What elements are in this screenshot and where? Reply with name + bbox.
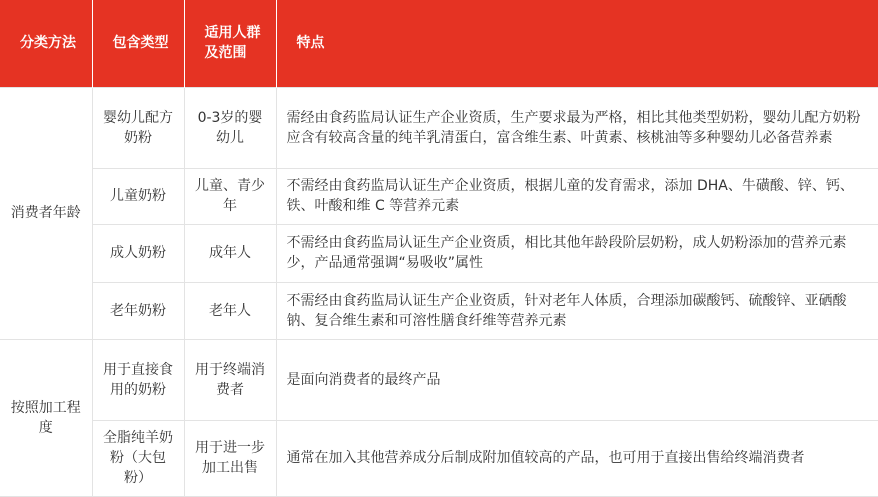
header-row	[0, 0, 878, 87]
table-header	[0, 0, 878, 87]
table-row	[0, 224, 878, 282]
type-cell: 用于直接食用的奶粉	[92, 339, 184, 420]
scope-cell: 0-3岁的婴幼儿	[184, 87, 276, 168]
header-features: 特点	[276, 0, 878, 87]
feature-cell: 需经由食药监局认证生产企业资质，生产要求最为严格，相比其他类型奶粉，婴幼儿配方奶粉应含有较高含量的纯羊乳清蛋白，富含维生素、叶黄素、核桃油等多种婴幼儿必备营养素	[276, 87, 878, 168]
scope-cell: 儿童、青少年	[184, 168, 276, 224]
type-cell: 全脂纯羊奶粉（大包粉）	[92, 420, 184, 496]
type-cell: 成人奶粉	[92, 224, 184, 282]
table-row	[0, 339, 878, 420]
header-applicable-scope: 适用人群及范围	[184, 0, 276, 87]
category-cell: 消费者年龄	[0, 87, 92, 339]
table-row	[0, 282, 878, 339]
table-body	[0, 87, 878, 496]
feature-cell: 通常在加入其他营养成分后制成附加值较高的产品，也可用于直接出售给终端消费者	[276, 420, 878, 496]
feature-cell: 不需经由食药监局认证生产企业资质，相比其他年龄段阶层奶粉，成人奶粉添加的营养元素少，产品通常强调“易吸收”属性	[276, 224, 878, 282]
scope-cell: 用于终端消费者	[184, 339, 276, 420]
table-row	[0, 420, 878, 496]
feature-cell: 不需经由食药监局认证生产企业资质，根据儿童的发育需求，添加 DHA、牛磺酸、锌、钙、铁、叶酸和维 C 等营养元素	[276, 168, 878, 224]
scope-cell: 老年人	[184, 282, 276, 339]
scope-cell: 用于进一步加工出售	[184, 420, 276, 496]
type-cell: 儿童奶粉	[92, 168, 184, 224]
feature-cell: 不需经由食药监局认证生产企业资质，针对老年人体质，合理添加碳酸钙、硫酸锌、亚硒酸钠、复合维生素和可溶性膳食纤维等营养元素	[276, 282, 878, 339]
table-row	[0, 168, 878, 224]
scope-cell: 成年人	[184, 224, 276, 282]
category-cell: 按照加工程度	[0, 339, 92, 496]
header-classification-method: 分类方法	[0, 0, 92, 87]
header-included-type: 包含类型	[92, 0, 184, 87]
type-cell: 老年奶粉	[92, 282, 184, 339]
table-row	[0, 87, 878, 168]
type-cell: 婴幼儿配方奶粉	[92, 87, 184, 168]
feature-cell: 是面向消费者的最终产品	[276, 339, 878, 420]
